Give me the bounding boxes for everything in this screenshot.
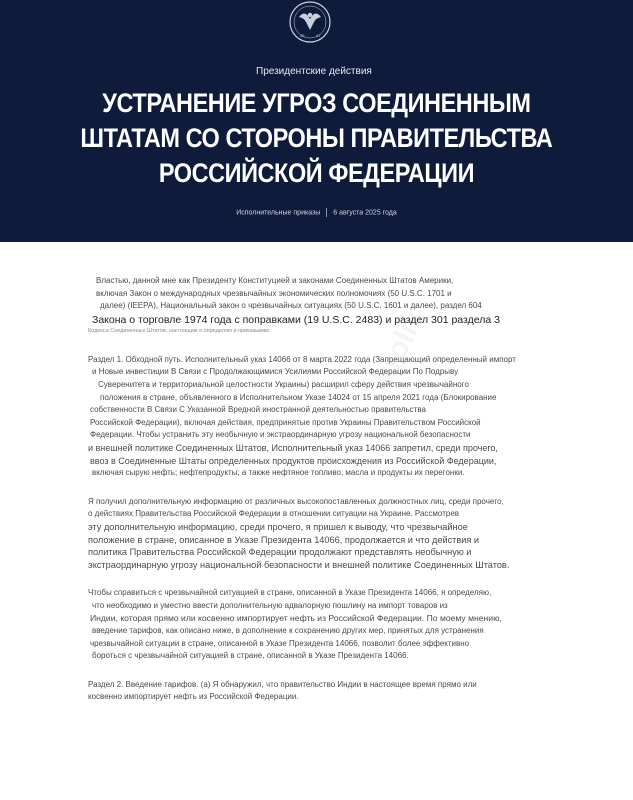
text-line: положение в стране, описанное в Указе Президента 14066, продолжается и что действия и xyxy=(88,534,480,545)
title-line: РОССИЙСКОЙ ФЕДЕРАЦИИ xyxy=(158,158,475,188)
doc-type-link[interactable]: Исполнительные приказы xyxy=(236,209,321,217)
text-line: введение тарифов, как описано ниже, в дополнение к сохранению других мер, принятых для устранения xyxy=(92,626,484,636)
text-line: Федерации. Чтобы устранить эту необычную и экстраординарную угрозу национальной безопасности xyxy=(90,430,471,440)
seal-left-number: 45 xyxy=(300,33,305,38)
publish-date: 6 августа 2025 года xyxy=(333,209,397,217)
meta-divider xyxy=(326,208,327,217)
text-line: включая сырую нефть; нефтепродукты; а также нефтяное топливо, масла и продукты их перегонки. xyxy=(92,468,465,478)
text-line: Суверенитета и территориальной целостности Украины) расширил сферу действия чрезвычайного xyxy=(98,379,469,389)
text-line: косвенно импортирует нефть из Российской Федерации. xyxy=(88,692,299,702)
watermark: krolik xyxy=(367,303,432,391)
text-line: чрезвычайной ситуации в стране, описанной в Указе Президента 14066, позволит более эффективно xyxy=(90,638,470,648)
text-line: положения в стране, объявленного в Исполнительном Указе 14024 от 15 апреля 2021 года (Блокирование xyxy=(100,392,497,402)
text-line: собственности В Связи С Указанной Вредной иностранной деятельностью правительства xyxy=(90,405,426,415)
text-line: далее) (IEEPA), Национальный закон о чрезвычайных ситуациях (50 U.S.C. 1601 и далее), раздел 604 xyxy=(100,301,482,311)
text-line: эту дополнительную информацию, среди прочего, я пришел к выводу, что чрезвычайное xyxy=(88,521,468,532)
text-line: и Новые инвестиции В Связи с Продолжающимися Усилиями Российской Федерации По Подрыву xyxy=(92,367,459,377)
text-line: ввоз в Соединенные Штаты определенных продуктов происхождения из Российской Федерации, xyxy=(90,455,497,466)
text-line: Чтобы справиться с чрезвычайной ситуацией в стране, описанной в Указе Президента 14066, я определяю, xyxy=(88,588,492,598)
text-line: Властью, данной мне как Президенту Конституцией и законами Соединенных Штатов Америки, xyxy=(96,276,454,285)
text-line: Российской Федерации), включая действия, предпринятые против Украины Правительством Российской xyxy=(90,417,481,427)
category-link[interactable]: Президентские действия xyxy=(256,66,372,77)
text-line: Я получил дополнительную информацию от различных высокопоставленных должностных лиц, среди прочего, xyxy=(88,496,504,506)
text-line: Раздел 1. Обходной путь. Исполнительный указ 14066 от 8 марта 2022 года (Запрещающий определенный импорт xyxy=(88,354,516,364)
presidential-seal-icon xyxy=(285,0,335,50)
text-line: о действиях Правительства Российской Федерации в отношении ситуации на Украине. Рассмотрев xyxy=(88,509,460,519)
article-body xyxy=(88,275,518,712)
paragraph-2 xyxy=(88,496,518,572)
section-1-paragraph xyxy=(88,354,518,480)
section-2-paragraph xyxy=(88,679,518,704)
text-line: Индии, которая прямо или косвенно импортирует нефть из Российской Федерации. По моему мнению, xyxy=(90,613,502,624)
document-meta xyxy=(0,208,633,217)
seal-right-number: 47 xyxy=(316,33,321,38)
header-banner xyxy=(0,0,633,242)
text-line: что необходимо и уместно ввести дополнительную адвалорную пошлину на импорт товаров из xyxy=(92,600,448,610)
text-line: Закона о торговле 1974 года с поправками (19 U.S.C. 2483) и раздел 301 раздела 3 xyxy=(92,313,500,326)
text-line: Раздел 2. Введение тарифов. (а) Я обнаружил, что правительство Индии в настоящее время прямо или xyxy=(88,679,477,689)
intro-paragraph xyxy=(88,275,518,336)
text-line: включая Закон о международных чрезвычайных экономических полномочиях (50 U.S.C. 1701 и xyxy=(96,288,452,298)
text-line: и внешней политике Соединенных Штатов, Исполнительный указ 14066 запретил, среди прочего, xyxy=(88,442,498,453)
text-line: бороться с чрезвычайной ситуацией в стране, описанной в Указе Президента 14066. xyxy=(92,651,409,661)
title-line: УСТРАНЕНИЕ УГРОЗ СОЕДИНЕННЫМ xyxy=(102,88,531,118)
paragraph-3 xyxy=(88,587,518,663)
text-line: политика Правительства Российской Федерации продолжают представлять необычную и xyxy=(88,547,472,558)
text-line: экстраординарную угрозу национальной безопасности и внешней политике Соединенных Штатов. xyxy=(88,559,510,570)
text-line: Кодекса Соединенных Штатов, настоящим я определяю и приказываю: xyxy=(88,327,271,334)
page-title xyxy=(41,86,592,191)
title-line: ШТАТАМ СО СТОРОНЫ ПРАВИТЕЛЬСТВА xyxy=(80,123,553,153)
